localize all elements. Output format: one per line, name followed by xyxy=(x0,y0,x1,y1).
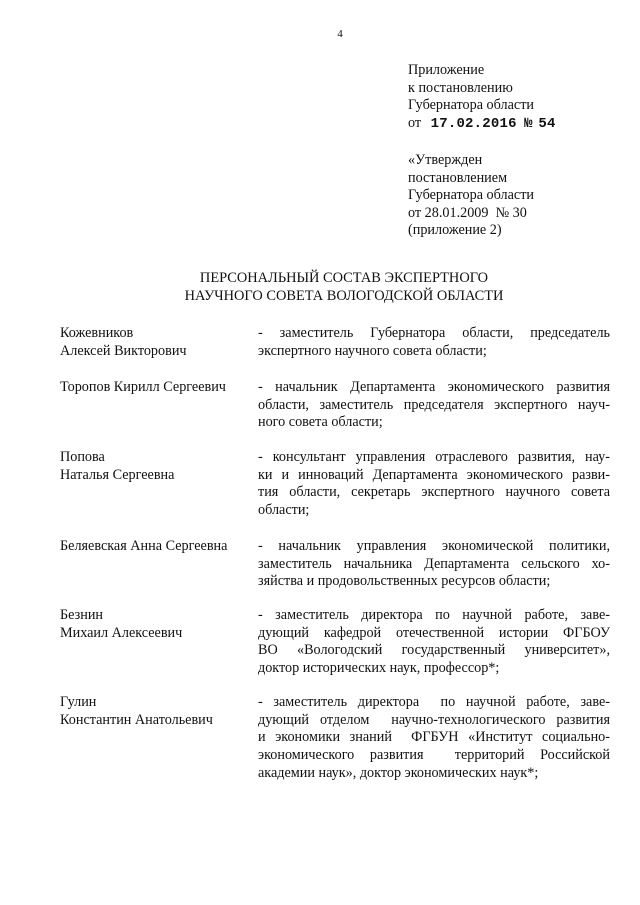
document-title xyxy=(60,270,628,305)
member-name-line: Кожевников xyxy=(60,325,134,341)
member-name-line: Попова xyxy=(60,449,105,465)
member-description xyxy=(258,607,610,678)
member-desc-line: - начальник Департамента экономического развития xyxy=(258,379,610,395)
appendix-number: 54 xyxy=(538,115,556,132)
member-name xyxy=(60,325,252,360)
member-desc-line: тия области, секретарь экспертного научного совета xyxy=(258,484,610,501)
member-description xyxy=(258,449,610,520)
member-desc-line: экспертного научного совета области; xyxy=(258,342,487,359)
approved-line: (приложение 2) xyxy=(408,222,502,239)
appendix-line: к постановлению xyxy=(408,79,513,96)
member-name-line: Константин Анатольевич xyxy=(60,711,213,728)
member-name-line: Наталья Сергеевна xyxy=(60,466,175,483)
member-description xyxy=(258,694,610,782)
member-desc-line: дующий отделом научно-технологического развития xyxy=(258,711,610,728)
approved-line: «Утвержден xyxy=(408,152,483,168)
title-line: ПЕРСОНАЛЬНЫЙ СОСТАВ ЭКСПЕРТНОГО xyxy=(199,270,489,286)
approved-block xyxy=(408,152,534,240)
appendix-number-sign: № xyxy=(524,115,533,132)
member-description xyxy=(258,538,610,591)
member-name-line: Беляевская Анна Сергеевна xyxy=(60,538,228,554)
appendix-date-line xyxy=(408,115,556,134)
member-name-line: Безнин xyxy=(60,607,103,623)
approved-line: Губернатора области xyxy=(408,187,534,204)
member-desc-line: ного совета области; xyxy=(258,414,383,431)
member-name-line: Гулин xyxy=(60,694,97,710)
member-name xyxy=(60,607,252,642)
member-desc-line: дующий кафедрой отечественной истории ФГБОУ xyxy=(258,624,610,641)
member-desc-line: - консультант управления отраслевого развития, нау- xyxy=(258,449,610,465)
member-desc-line: и экономики знаний ФГБУН «Институт социально- xyxy=(258,729,610,746)
member-desc-line: ВО «Вологодский государственный университет», xyxy=(258,642,610,659)
member-name xyxy=(60,379,252,397)
approved-line: от 28.01.2009 № 30 xyxy=(408,204,527,221)
member-desc-line: доктор исторических наук, профессор*; xyxy=(258,660,500,677)
member-name-line: Торопов Кирилл Сергеевич xyxy=(60,379,226,395)
title-line: НАУЧНОГО СОВЕТА ВОЛОГОДСКОЙ ОБЛАСТИ xyxy=(184,287,504,304)
member-desc-line: - заместитель директора по научной работе, заве- xyxy=(258,607,610,623)
member-desc-line: академии наук», доктор экономических наук*; xyxy=(258,764,539,781)
member-name-line: Алексей Викторович xyxy=(60,342,187,359)
member-name xyxy=(60,694,252,729)
appendix-date: 17.02.2016 xyxy=(430,115,517,132)
member-description xyxy=(258,379,610,432)
appendix-block xyxy=(408,62,556,133)
appendix-from: от xyxy=(408,114,422,131)
member-desc-line: - заместитель Губернатора области, председатель xyxy=(258,325,610,341)
member-desc-line: - заместитель директора по научной работе, заве- xyxy=(258,694,610,710)
member-desc-line: - начальник управления экономической политики, xyxy=(258,538,610,554)
appendix-line: Приложение xyxy=(408,62,485,78)
member-name xyxy=(60,449,252,484)
page-number: 4 xyxy=(337,28,343,40)
member-name-line: Михаил Алексеевич xyxy=(60,624,183,641)
member-desc-line: области; xyxy=(258,502,310,519)
member-desc-line: заместитель начальника Департамента сельского хо- xyxy=(258,555,610,572)
member-name xyxy=(60,538,252,556)
appendix-line: Губернатора области xyxy=(408,97,534,114)
member-desc-line: зяйства и продовольственных ресурсов области; xyxy=(258,573,551,590)
member-desc-line: области, заместитель председателя экспертного науч- xyxy=(258,396,610,413)
member-description xyxy=(258,325,610,360)
member-desc-line: экономического развития территорий Российской xyxy=(258,747,610,764)
approved-line: постановлением xyxy=(408,169,508,186)
member-desc-line: ки и инноваций Департамента экономического разви- xyxy=(258,466,610,483)
